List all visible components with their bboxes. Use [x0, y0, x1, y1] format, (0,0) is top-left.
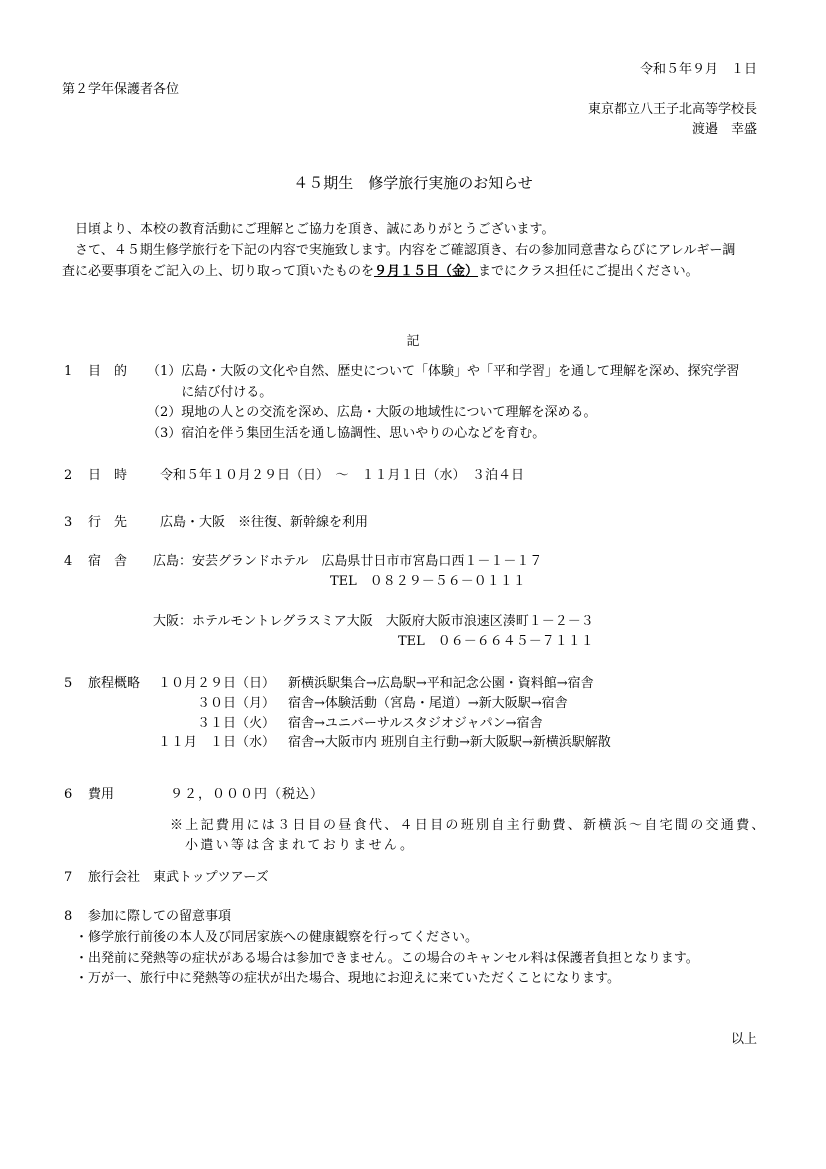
deadline-date: ９月１５日（金） — [374, 264, 479, 279]
list-item: ・万が一、旅行中に発熱等の症状が出た場合、現地にお迎えに来ていただくことになります。 — [75, 971, 620, 986]
item-label-purpose: 目 的 — [88, 364, 128, 379]
hotel-hiroshima — [153, 552, 542, 572]
item-label-itinerary: 旅程概略 — [88, 676, 141, 691]
hotel-osaka — [153, 612, 594, 632]
point-text: 現地の人との交流を深め、広島・大阪の地域性について理解を深める。 — [181, 405, 597, 421]
hotel-name: 大阪：ホテルモントレグラスミア大阪 — [153, 614, 373, 629]
itinerary-day — [158, 714, 611, 734]
point-text: 宿泊を伴う集団生活を通し協調性、思いやりの心などを育む。 — [181, 426, 546, 442]
request-text-before: さて、４５期生修学旅行を下記の内容で実施致します。内容をご確認頂き、右の参加同意書ならびにアレルギー調 査に必要事項をご記入の上、切り取って頂いたものを — [62, 243, 736, 279]
item-label-notes: 参加に際しての留意事項 — [88, 909, 232, 924]
purpose-list — [147, 362, 761, 445]
item-number: 6 — [64, 787, 73, 802]
request-text-after: までにクラス担任にご提出ください。 — [478, 264, 699, 279]
hotel-address: 広島県廿日市市宮島口西１－１－１７ — [321, 554, 543, 569]
request-paragraph — [62, 240, 762, 282]
item-number: 8 — [64, 909, 73, 924]
point-marker: （3） — [147, 426, 182, 442]
itinerary-plan: 宿舎→大阪市内 班別自主行動→新大阪駅→新横浜駅解散 — [288, 735, 611, 751]
purpose-point — [147, 403, 761, 424]
hotel-tel: TEL ０６－６６４５－７１１１ — [398, 634, 594, 649]
item-number: 5 — [64, 676, 73, 691]
ki-heading: 記 — [406, 334, 420, 349]
itinerary-date: １０月２９日（日） — [158, 676, 276, 691]
item-number: 4 — [64, 554, 73, 569]
itinerary-day — [158, 694, 611, 714]
hotel-address: 大阪府大阪市浪速区湊町１－２－３ — [385, 614, 594, 629]
greeting-paragraph: 日頃より、本校の教育活動にご理解とご協力を頂き、誠にありがとうございます。 — [75, 222, 555, 237]
itinerary-plan: 宿舎→ユニバーサルスタジオジャパン→宿舎 — [288, 715, 543, 731]
list-item: ・出発前に発熱等の症状がある場合は参加できません。この場合のキャンセル料は保護者負担となります。 — [75, 950, 699, 966]
notes-list — [75, 928, 699, 990]
item-label-agency: 旅行会社 — [88, 870, 141, 885]
sender-school: 東京都立八王子北高等学校長 — [587, 102, 757, 117]
schedule-value: 令和５年１０月２９日（日） ～ １１月１日（水） ３泊４日 — [160, 468, 525, 483]
cost-amount: ９２，０００円（税込） — [170, 787, 325, 802]
itinerary-day — [158, 674, 611, 694]
item-number: 3 — [64, 515, 73, 530]
point-text: 広島・大阪の文化や自然、歴史について「体験」や「平和学習」を通して理解を深め、探究学習 に結び付ける。 — [181, 364, 740, 400]
itinerary-plan: 新横浜駅集合→広島駅→平和記念公園・資料館→宿舎 — [288, 676, 594, 691]
hotel-tel: TEL ０８２９－５６－０１１１ — [330, 574, 526, 589]
sender-name: 渡邉 幸盛 — [691, 122, 757, 137]
destination-value: 広島・大阪 ※往復、新幹線を利用 — [160, 515, 369, 530]
item-label-schedule: 日 時 — [88, 468, 128, 483]
item-label-cost: 費用 — [88, 787, 115, 802]
issue-date: 令和５年９月 １日 — [639, 62, 757, 77]
document-title: ４５期生 修学旅行実施のお知らせ — [293, 174, 533, 192]
itinerary-date: ３０日（月） — [196, 695, 275, 711]
item-number: 2 — [64, 468, 73, 483]
point-marker: （2） — [147, 405, 182, 421]
itinerary-date: ３１日（火） — [196, 715, 275, 731]
itinerary-day — [158, 733, 611, 753]
item-number: 1 — [64, 364, 73, 379]
agency-value: 東武トップツアーズ — [153, 870, 269, 885]
closing-word: 以上 — [730, 1032, 757, 1047]
itinerary-plan: 宿舎→体験活動（宮島・尾道）→新大阪駅→宿舎 — [288, 695, 568, 711]
point-marker: （1） — [147, 364, 182, 379]
hotel-name: 広島：安芸グランドホテル — [153, 554, 309, 569]
cost-note: ※上記費用には３日目の昼食代、４日目の班別自主行動費、新横浜～自宅間の交通費、 小遣い等は含まれておりません。 — [170, 818, 767, 853]
item-label-destination: 行 先 — [88, 515, 128, 530]
recipient: 第２学年保護者各位 — [62, 82, 180, 97]
item-label-lodging: 宿 舎 — [88, 554, 128, 569]
itinerary-list — [158, 674, 611, 753]
itinerary-date: １１月 １日（水） — [158, 735, 276, 751]
item-number: 7 — [64, 870, 73, 885]
purpose-point — [147, 362, 761, 403]
list-item: ・修学旅行前後の本人及び同居家族への健康観察を行ってください。 — [75, 930, 479, 945]
purpose-point — [147, 424, 761, 445]
